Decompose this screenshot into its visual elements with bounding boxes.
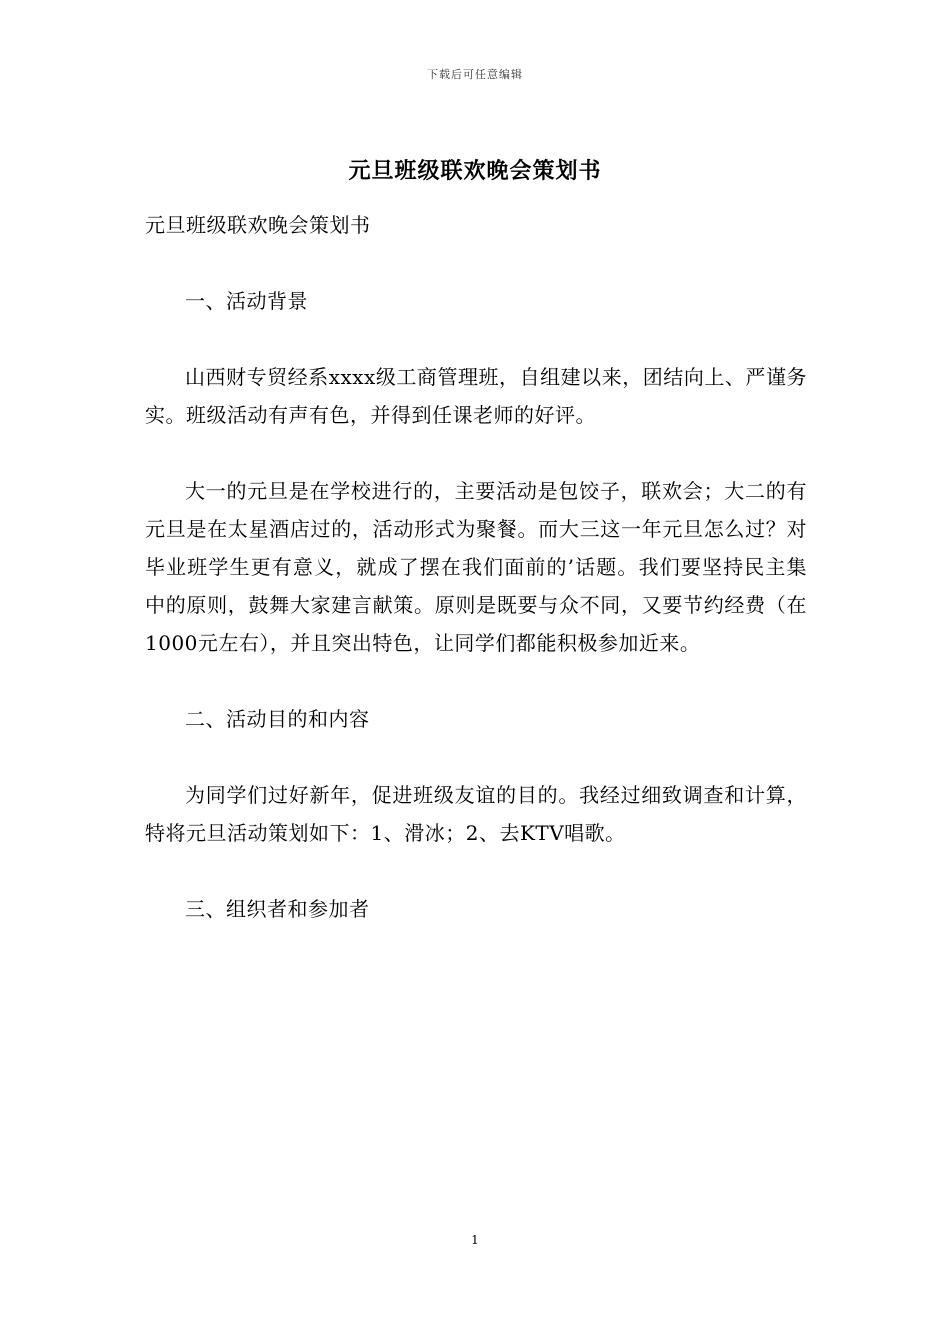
subtitle-paragraph: 元旦班级联欢晚会策划书 — [145, 213, 371, 237]
body-paragraph: 为同学们过好新年，促进班级友谊的目的。我经过细致调查和计算，特将元旦活动策划如下：1、滑冰；2、去KTV唱歌。 — [145, 783, 807, 845]
body-paragraph: 大一的元旦是在学校进行的，主要活动是包饺子，联欢会；大二的有元旦是在太星酒店过的，活动形式为聚餐。而大三这一年元旦怎么过？对毕业班学生更有意义，就成了摆在我们面前的’话题。我们要坚持民主集中的原则，鼓舞大家建言献策。原则是既要与众不同，又要节约经费（在1000元左右），并且突出特色，让同学们都能积极参加近来。 — [145, 479, 807, 655]
document-body — [145, 206, 807, 966]
page-header-note: 下载后可任意编辑 — [427, 68, 523, 81]
section-heading-organizers: 三、组织者和参加者 — [185, 897, 370, 921]
section-heading-purpose: 二、活动目的和内容 — [185, 707, 370, 731]
section-heading-background: 一、活动背景 — [185, 289, 308, 313]
page-number: 1 — [471, 1233, 479, 1247]
body-paragraph: 山西财专贸经系xxxx级工商管理班，自组建以来，团结向上、严谨务实。班级活动有声有色，并得到任课老师的好评。 — [145, 365, 807, 427]
document-title: 元旦班级联欢晚会策划书 — [348, 158, 602, 184]
